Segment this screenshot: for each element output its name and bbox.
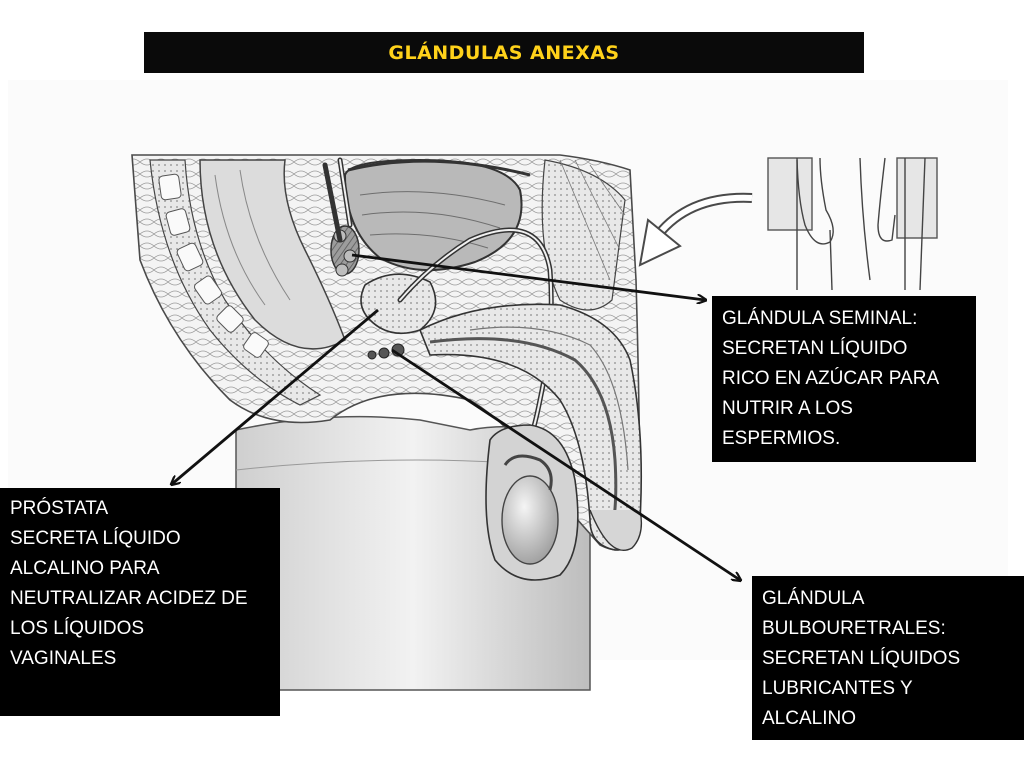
testis <box>486 425 578 580</box>
label-line: RICO EN AZÚCAR PARA <box>722 368 940 389</box>
seminal-vesicle <box>331 226 359 276</box>
label-line: NUTRIR A LOS <box>722 398 853 419</box>
label-line: NEUTRALIZAR ACIDEZ DE <box>10 588 248 609</box>
label-line: ALCALINO PARA <box>10 558 160 579</box>
label-line: VAGINALES <box>10 648 117 669</box>
label-line: SECRETAN LÍQUIDO <box>722 338 908 359</box>
label-line: SECRETA LÍQUIDO <box>10 528 181 549</box>
label-line: ALCALINO <box>762 708 856 729</box>
label-line: BULBOURETRALES: <box>762 618 946 639</box>
label-bulbouretrales <box>752 576 1024 740</box>
label-line: GLÁNDULA SEMINAL: <box>722 308 918 329</box>
curved-direction-arrow <box>640 198 752 265</box>
label-line: LUBRICANTES Y <box>762 678 913 699</box>
orientation-inset <box>768 158 937 290</box>
label-line: ESPERMIOS. <box>722 428 841 449</box>
label-seminal <box>712 296 976 462</box>
label-line: GLÁNDULA <box>762 588 865 609</box>
label-line: LOS LÍQUIDOS <box>10 618 145 639</box>
label-prostata <box>0 488 280 716</box>
page-title: GLÁNDULAS ANEXAS <box>388 41 620 64</box>
label-line: SECRETAN LÍQUIDOS <box>762 648 961 669</box>
label-line: PRÓSTATA <box>10 498 109 519</box>
